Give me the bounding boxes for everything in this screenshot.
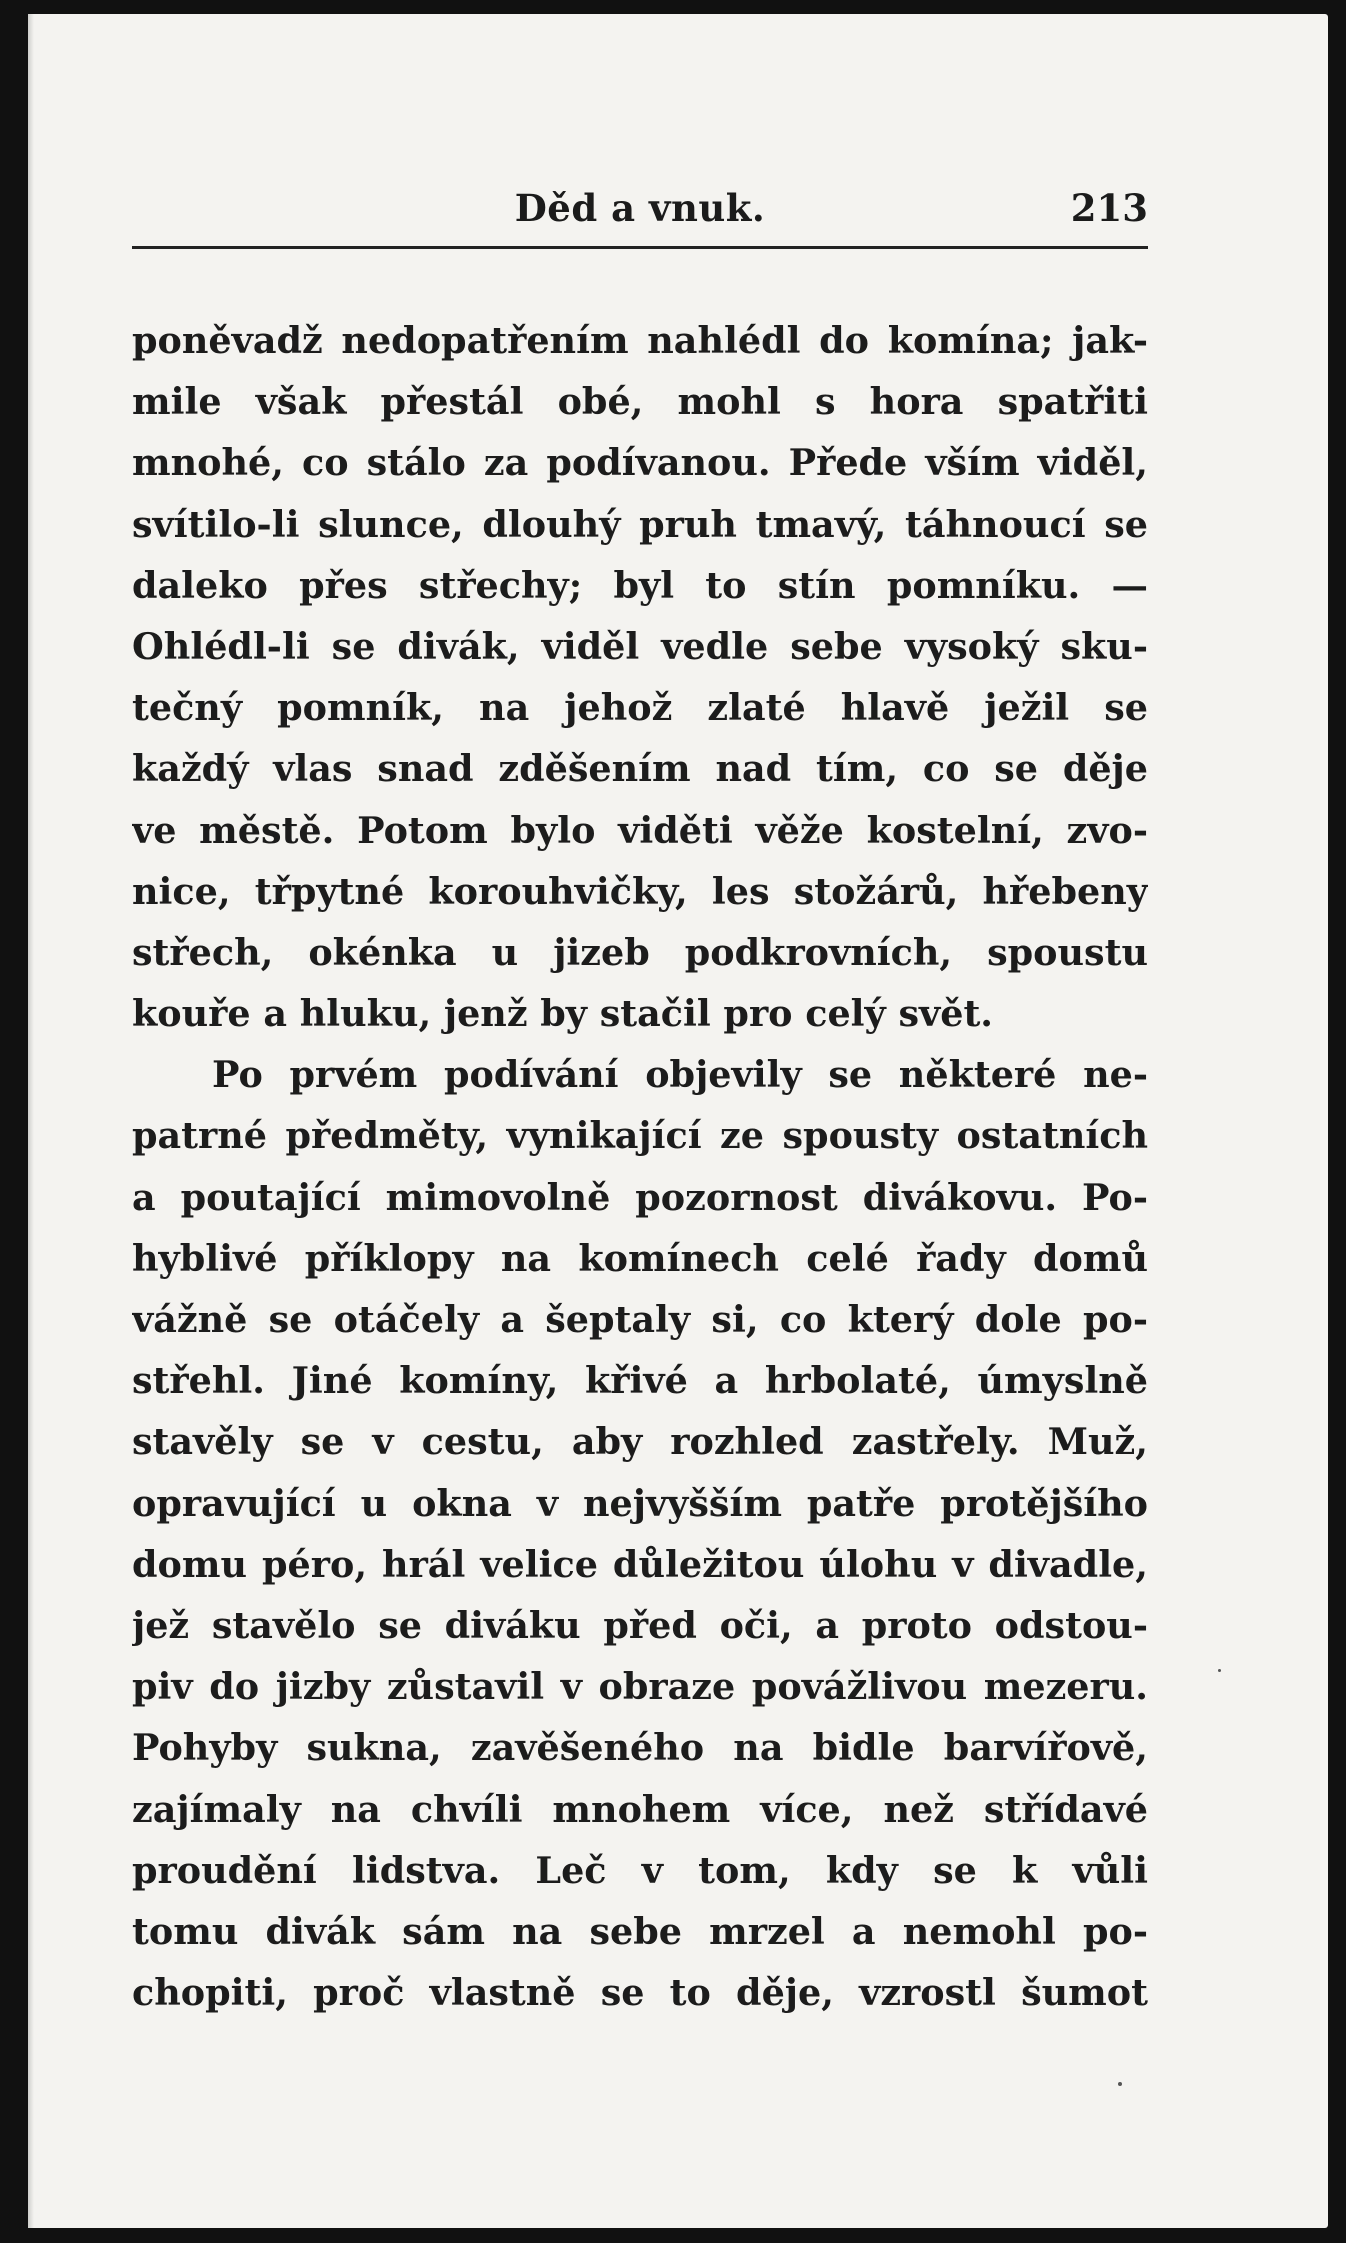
text-line: mile však přestál obé, mohl s hora spatřiti	[132, 380, 1148, 424]
text-line: poněvadž nedopatřením nahlédl do komína; jak-	[132, 319, 1148, 362]
text-line: vážně se otáčely a šeptaly si, co který dole po-	[132, 1298, 1148, 1341]
text-line: domu péro, hrál velice důležitou úlohu v divadle,	[132, 1542, 1148, 1586]
header-rule	[132, 246, 1148, 249]
page-number: 213	[1070, 186, 1148, 230]
print-speck	[1218, 1669, 1221, 1672]
text-line: tečný pomník, na jehož zlaté hlavě ježil se	[132, 686, 1148, 730]
text-line: Ohlédl-li se divák, viděl vedle sebe vysoký sku-	[132, 624, 1148, 668]
text-line: střech, okénka u jizeb podkrovních, spoustu	[132, 930, 1148, 974]
text-line: proudění lidstva. Leč v tom, kdy se k vůli	[132, 1848, 1148, 1892]
text-line: mnohé, co stálo za podívanou. Přede vším viděl,	[132, 441, 1148, 485]
text-line: střehl. Jiné komíny, křivé a hrbolaté, úmyslně	[132, 1359, 1148, 1403]
book-page	[28, 14, 1328, 2228]
body-text	[132, 310, 1148, 2023]
paragraph-2	[132, 1044, 1148, 2023]
text-line: každý vlas snad zděšením nad tím, co se děje	[132, 747, 1148, 791]
text-line: opravující u okna v nejvyšším patře protějšího	[132, 1481, 1148, 1525]
text-line: patrné předměty, vynikající ze spousty ostatních	[132, 1114, 1148, 1158]
text-line: hyblivé příklopy na komínech celé řady domů	[132, 1236, 1148, 1280]
paragraph-1	[132, 310, 1148, 1044]
text-line: daleko přes střechy; byl to stín pomníku. —	[132, 563, 1148, 607]
text-line: Po prvém podívání objevily se některé ne-	[212, 1053, 1148, 1097]
text-line: stavěly se v cestu, aby rozhled zastřely. Muž,	[132, 1420, 1148, 1464]
text-line: Pohyby sukna, zavěšeného na bidle barvířově,	[132, 1726, 1148, 1770]
page-header	[132, 174, 1148, 244]
running-title: Děd a vnuk.	[514, 186, 766, 230]
text-line: piv do jizby zůstavil v obraze povážlivou mezeru.	[132, 1665, 1148, 1709]
text-line: svítilo-li slunce, dlouhý pruh tmavý, táhnoucí se	[132, 502, 1148, 546]
text-line: kouře a hluku, jenž by stačil pro celý svět.	[132, 992, 994, 1036]
text-line: jež stavělo se diváku před oči, a proto odstou-	[132, 1603, 1148, 1647]
text-line: a poutající mimovolně pozornost divákovu. Po-	[132, 1175, 1148, 1219]
text-line: ve městě. Potom bylo viděti věže kostelní, zvo-	[132, 808, 1148, 852]
print-speck	[1118, 2082, 1122, 2086]
text-line: zajímaly na chvíli mnohem více, než střídavé	[132, 1787, 1148, 1831]
text-line: tomu divák sám na sebe mrzel a nemohl po-	[132, 1909, 1148, 1953]
text-line: chopiti, proč vlastně se to děje, vzrostl šumot	[132, 1971, 1148, 2015]
text-line: nice, třpytné korouhvičky, les stožárů, hřebeny	[132, 869, 1148, 913]
